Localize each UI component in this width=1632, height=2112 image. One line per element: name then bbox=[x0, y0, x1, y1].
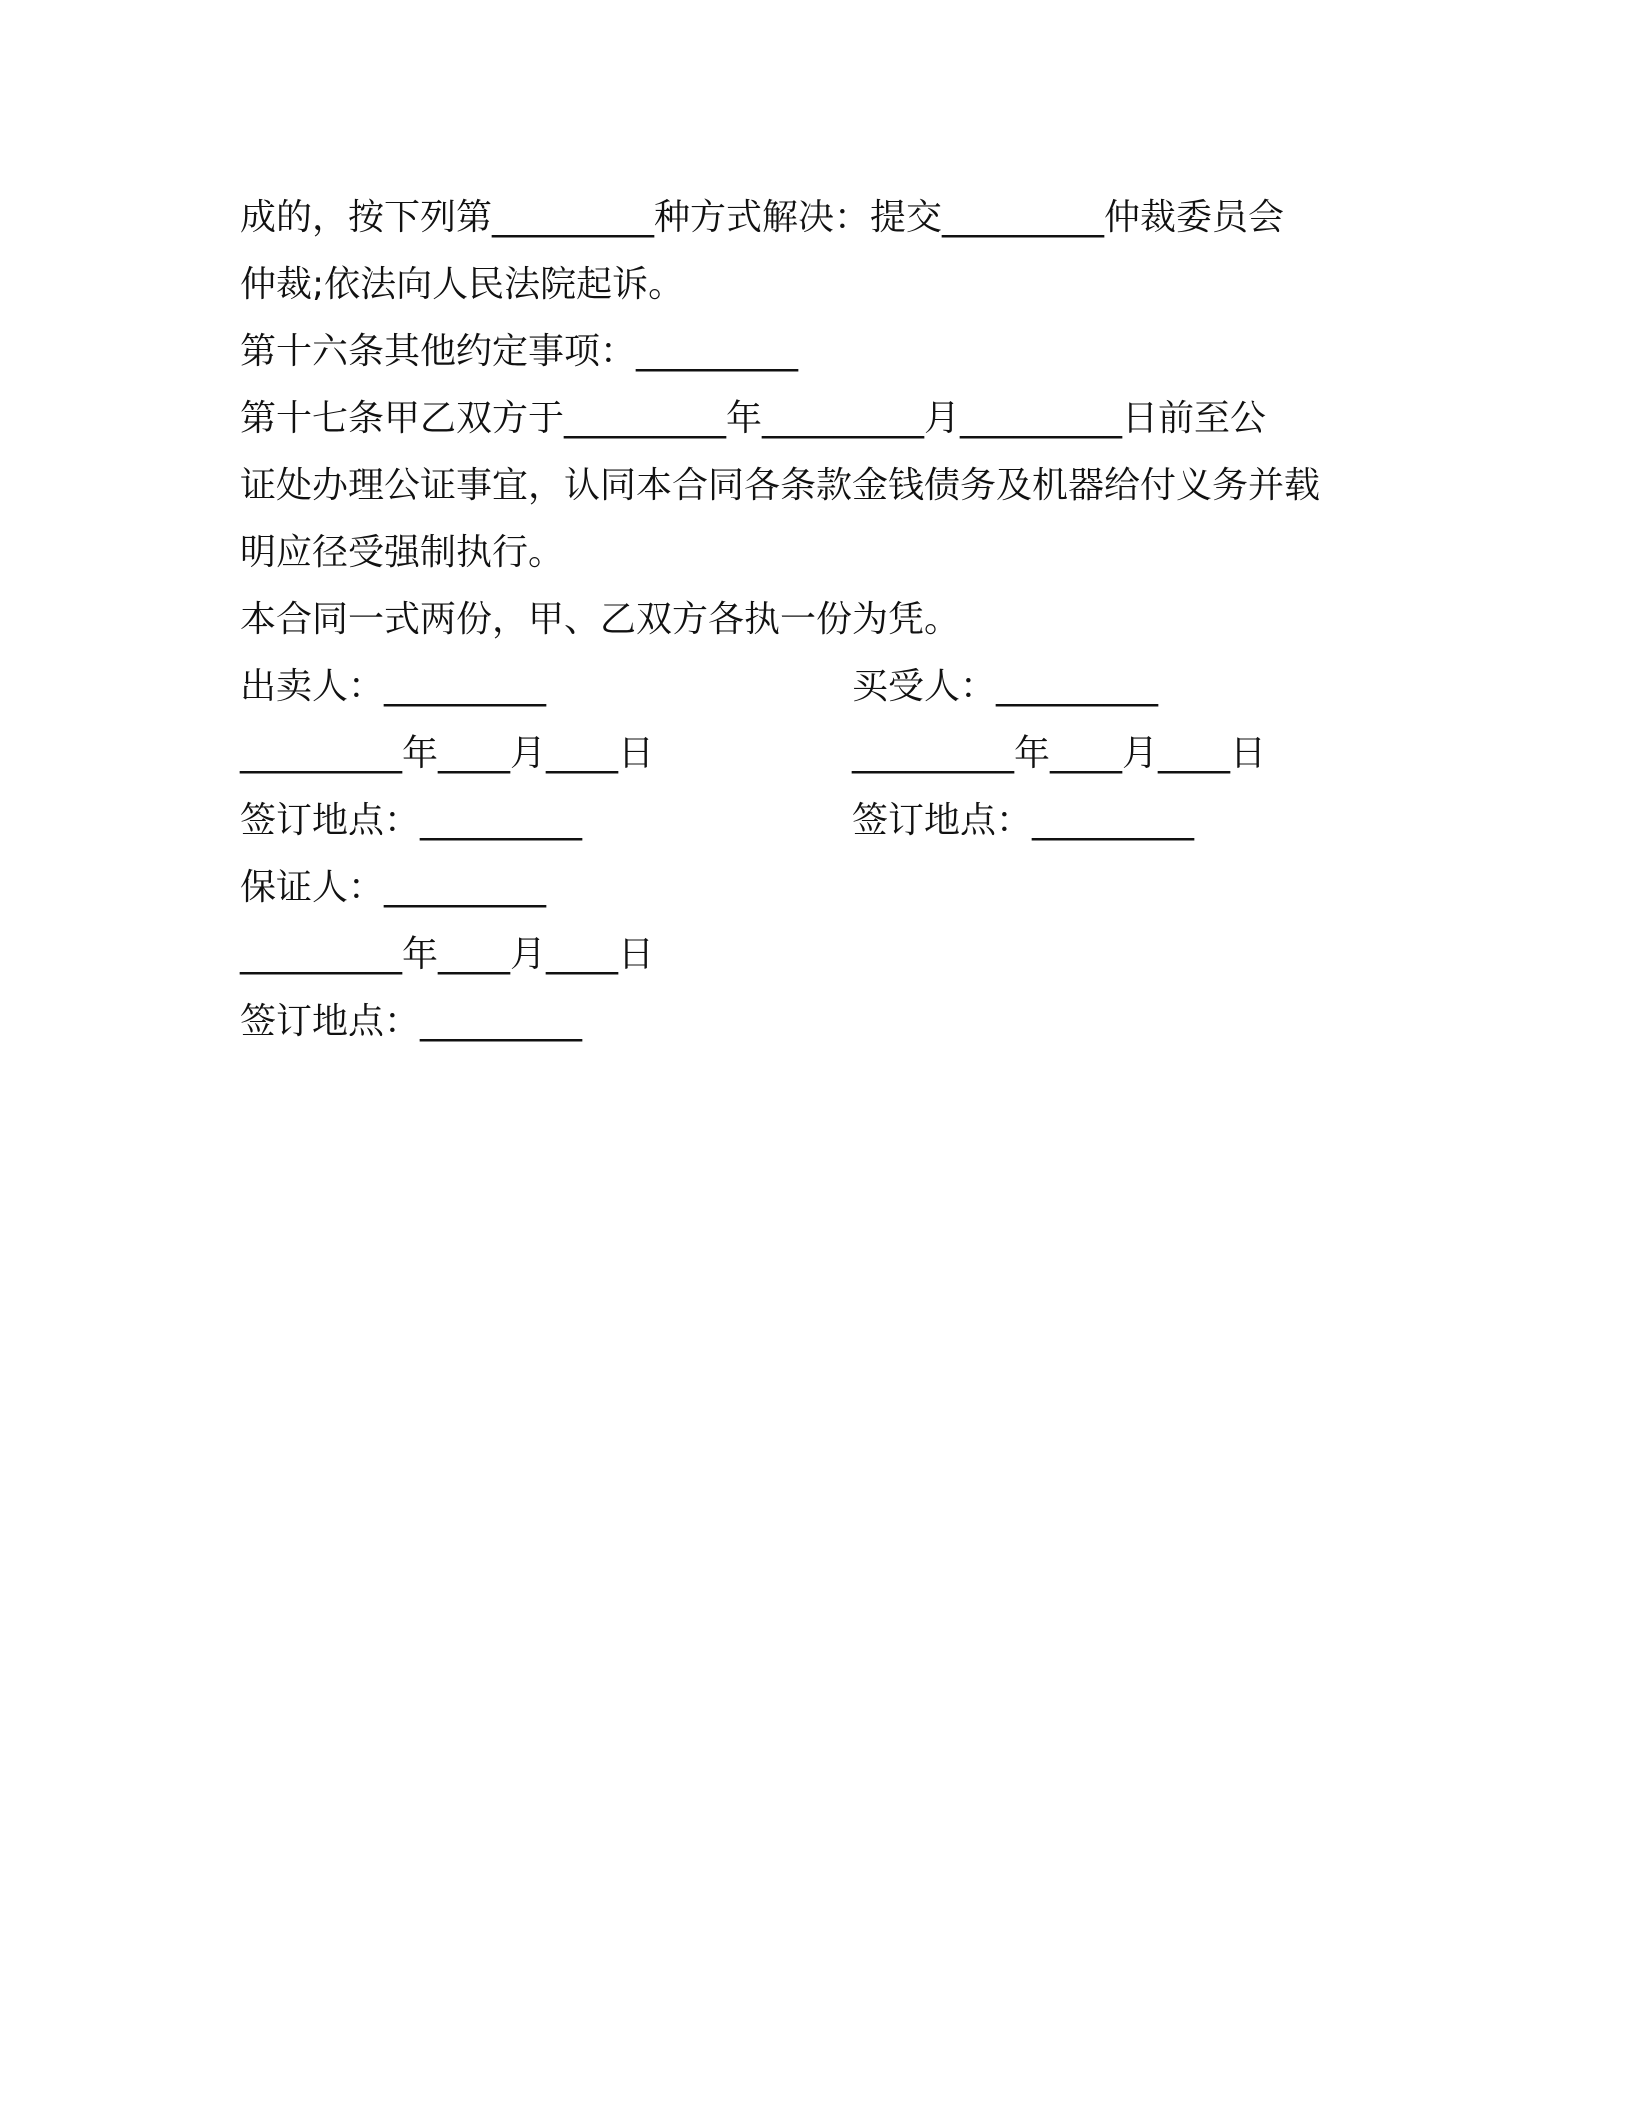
buyer-signature-field: 买受人：_________ bbox=[852, 666, 1159, 707]
guarantor-row-date bbox=[240, 921, 1392, 988]
seller-place-field: 签订地点：_________ bbox=[240, 800, 583, 841]
signature-row-places bbox=[240, 787, 1392, 854]
buyer-date-field: _________年____月____日 bbox=[852, 733, 1266, 774]
paragraph-line: 第十六条其他约定事项：_________ bbox=[240, 331, 799, 372]
document-body bbox=[240, 184, 1392, 1055]
paragraph-line: 证处办理公证事宜，认同本合同各条款金钱债务及机器给付义务并载 bbox=[240, 465, 1321, 506]
guarantor-place-field: 签订地点：_________ bbox=[240, 1001, 583, 1042]
signature-row-names bbox=[240, 653, 1392, 720]
signature-row-dates bbox=[240, 720, 1392, 787]
guarantor-signature-field: 保证人：_________ bbox=[240, 867, 547, 908]
paragraph-line: 仲裁;依法向人民法院起诉。 bbox=[240, 264, 685, 305]
paragraph-line: 明应径受强制执行。 bbox=[240, 532, 565, 573]
guarantor-row-name bbox=[240, 854, 1392, 921]
paragraph-line: 第十七条甲乙双方于_________年_________月_________日前至公 bbox=[240, 398, 1267, 439]
seller-signature-field: 出卖人：_________ bbox=[240, 666, 547, 707]
paragraph-line: 成的，按下列第_________种方式解决：提交_________仲裁委员会 bbox=[240, 197, 1285, 238]
buyer-place-field: 签订地点：_________ bbox=[852, 800, 1195, 841]
guarantor-date-field: _________年____月____日 bbox=[240, 934, 654, 975]
guarantor-row-place bbox=[240, 988, 1392, 1055]
seller-date-field: _________年____月____日 bbox=[240, 733, 654, 774]
paragraph-line: 本合同一式两份，甲、乙双方各执一份为凭。 bbox=[240, 599, 961, 640]
